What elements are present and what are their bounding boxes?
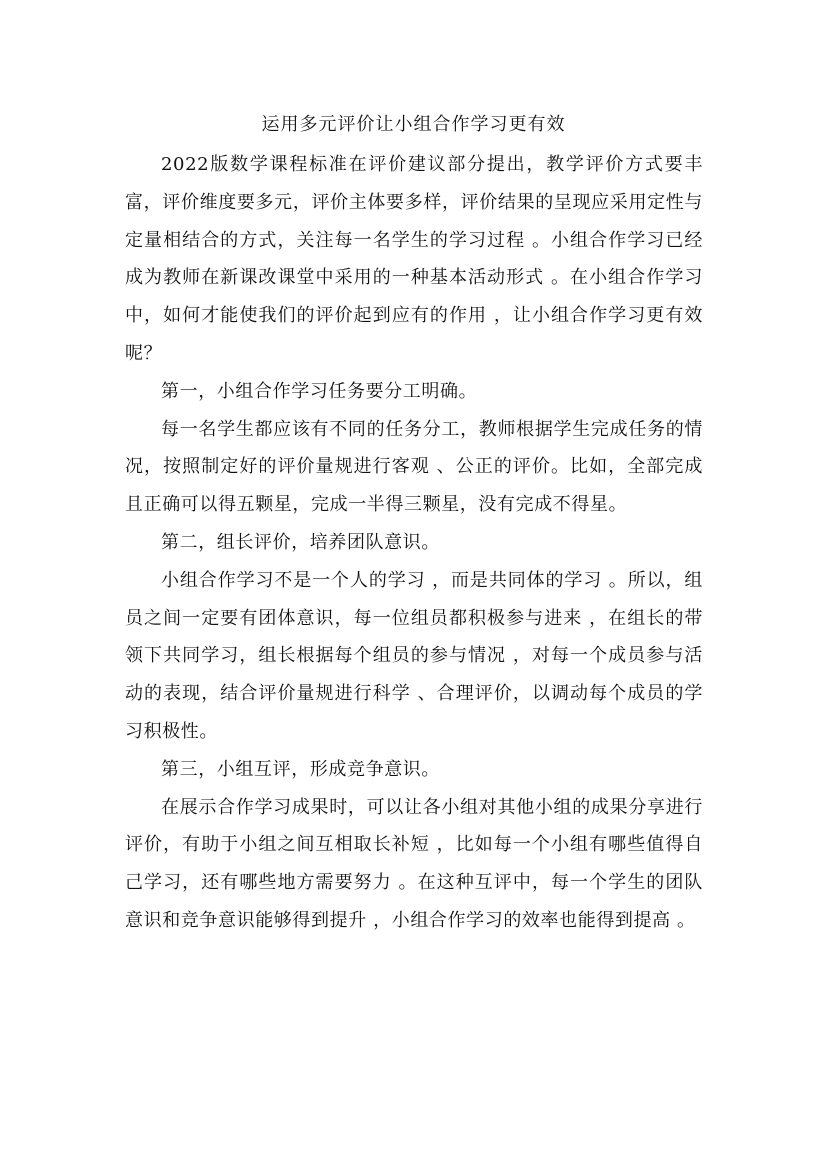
paragraph-second-detail: 小组合作学习不是一个人的学习 ，而是共同体的学习 。所以，组员之间一定要有团体意识，每一位组员都积极参与进来 ，在组长的带领下共同学习，组长根据每个组员的参与情况 ，对每一个成员参与活动的表现，结合评价量规进行科学 、合理评价，以调动每个成员的学习积极性。 [125,569,703,742]
paragraph-heading-third: 第三，小组互评，形成竞争意识。 [161,758,440,780]
paragraph-first-detail: 每一名学生都应该有不同的任务分工，教师根据学生完成任务的情况，按照制定好的评价量规进行客观 、公正的评价。比如，全部完成且正确可以得五颗星，完成一半得三颗星，没有完成不得星。 [125,418,703,516]
paragraph-third-detail: 在展示合作学习成果时，可以让各小组对其他小组的成果分享进行评价，有助于小组之间互相取长补短 ，比如每一个小组有哪些值得自己学习，还有哪些地方需要努力 。在这种互评中，每一个学生的团队意识和竞争意识能够得到提升 ，小组合作学习的效率也能得到提高 。 [125,796,703,931]
document-body [125,146,703,940]
document-title: 运用多元评价让小组合作学习更有效 [261,114,566,135]
paragraph-heading-first: 第一，小组合作学习任务要分工明确。 [161,380,478,402]
paragraph-intro: 2022版数学课程标准在评价建议部分提出，教学评价方式要丰富，评价维度要多元，评价主体要多样，评价结果的呈现应采用定性与定量相结合的方式，关注每一名学生的学习过程 。小组合作学习已经成为教师在新课改课堂中采用的一种基本活动形式 。在小组合作学习中，如何才能使我们的评价起到应有的作用 ，让小组合作学习更有效呢？ [125,154,703,364]
paragraph-heading-second: 第二，组长评价，培养团队意识。 [161,531,440,553]
